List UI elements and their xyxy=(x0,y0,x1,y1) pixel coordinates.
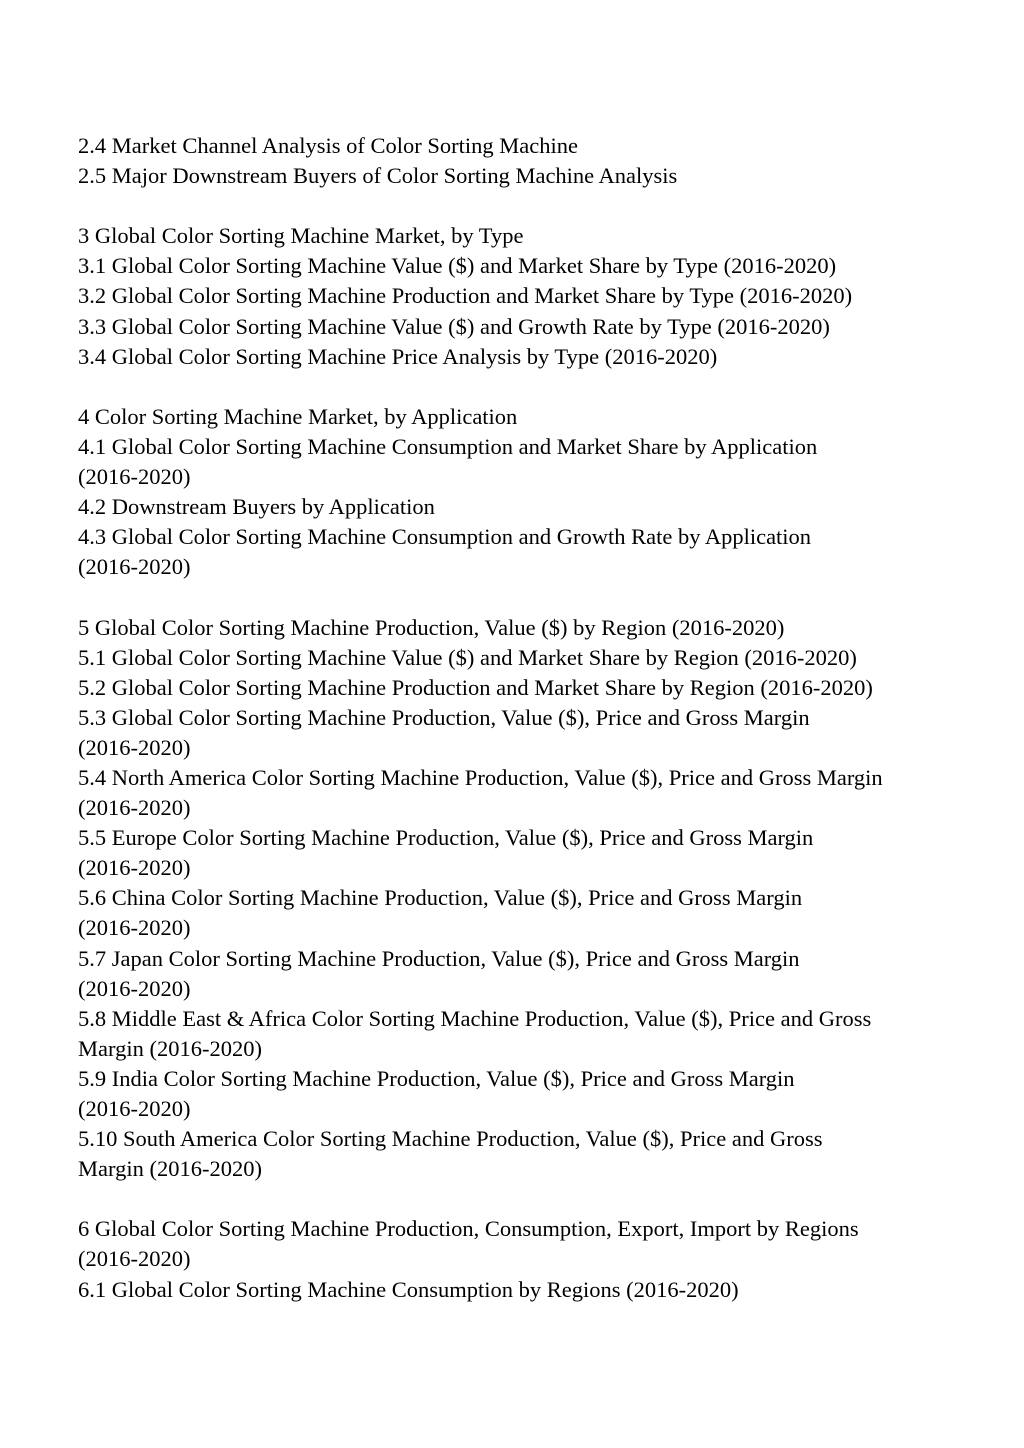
toc-entry-5-5-cont: (2016-2020) xyxy=(78,855,191,881)
toc-entry-5-2: 5.2 Global Color Sorting Machine Production and Market Share by Region (2016-2020) xyxy=(78,674,873,700)
toc-entry-3-3: 3.3 Global Color Sorting Machine Value ($) and Growth Rate by Type (2016-2020) xyxy=(78,313,830,339)
toc-entry-5-4-cont: (2016-2020) xyxy=(78,795,191,821)
section-gap xyxy=(78,582,958,612)
document-page xyxy=(78,131,958,1305)
toc-entry-5-7: 5.7 Japan Color Sorting Machine Production, Value ($), Price and Gross Margin xyxy=(78,945,800,971)
toc-entry-4-1: 4.1 Global Color Sorting Machine Consumption and Market Share by Application xyxy=(78,433,818,459)
toc-entry-5-6: 5.6 China Color Sorting Machine Production, Value ($), Price and Gross Margin xyxy=(78,885,803,911)
toc-entry-5-10: 5.10 South America Color Sorting Machine Production, Value ($), Price and Gross xyxy=(78,1126,823,1152)
toc-entry-2-4: 2.4 Market Channel Analysis of Color Sorting Machine xyxy=(78,133,578,158)
toc-heading-5: 5 Global Color Sorting Machine Production, Value ($) by Region (2016-2020) xyxy=(78,614,785,640)
toc-entry-5-9-cont: (2016-2020) xyxy=(78,1096,191,1121)
toc-entry-5-4: 5.4 North America Color Sorting Machine Production, Value ($), Price and Gross Margin xyxy=(78,764,883,790)
toc-heading-6: 6 Global Color Sorting Machine Production, Consumption, Export, Import by Regions xyxy=(78,1216,859,1242)
toc-entry-4-3: 4.3 Global Color Sorting Machine Consumption and Growth Rate by Application xyxy=(78,524,812,550)
toc-entry-6-1: 6.1 Global Color Sorting Machine Consumption by Regions (2016-2020) xyxy=(78,1276,739,1302)
section-gap xyxy=(78,1184,958,1214)
toc-heading-4: 4 Color Sorting Machine Market, by Application xyxy=(78,403,518,429)
toc-entry-5-9: 5.9 India Color Sorting Machine Production, Value ($), Price and Gross Margin xyxy=(78,1065,795,1091)
toc-entry-5-3: 5.3 Global Color Sorting Machine Production, Value ($), Price and Gross Margin xyxy=(78,704,810,730)
toc-entry-4-1-cont: (2016-2020) xyxy=(78,464,191,490)
toc-entry-5-8: 5.8 Middle East & Africa Color Sorting Machine Production, Value ($), Price and Gross xyxy=(78,1005,872,1031)
section-gap xyxy=(78,372,958,402)
section-gap xyxy=(78,191,958,221)
toc-entry-5-7-cont: (2016-2020) xyxy=(78,975,191,1001)
toc-entry-4-3-cont: (2016-2020) xyxy=(78,554,191,580)
toc-heading-6-cont: (2016-2020) xyxy=(78,1246,191,1272)
toc-entry-4-2: 4.2 Downstream Buyers by Application xyxy=(78,494,435,520)
toc-entry-5-10-cont: Margin (2016-2020) xyxy=(78,1156,262,1182)
toc-entry-2-5: 2.5 Major Downstream Buyers of Color Sorting Machine Analysis xyxy=(78,163,678,189)
toc-entry-5-8-cont: Margin (2016-2020) xyxy=(78,1035,262,1061)
toc-heading-3: 3 Global Color Sorting Machine Market, by Type xyxy=(78,223,524,249)
toc-entry-5-5: 5.5 Europe Color Sorting Machine Production, Value ($), Price and Gross Margin xyxy=(78,825,814,851)
toc-entry-5-3-cont: (2016-2020) xyxy=(78,734,191,760)
toc-entry-3-2: 3.2 Global Color Sorting Machine Production and Market Share by Type (2016-2020) xyxy=(78,283,853,309)
toc-entry-3-1: 3.1 Global Color Sorting Machine Value ($) and Market Share by Type (2016-2020) xyxy=(78,253,837,279)
toc-entry-3-4: 3.4 Global Color Sorting Machine Price Analysis by Type (2016-2020) xyxy=(78,343,718,369)
toc-entry-5-1: 5.1 Global Color Sorting Machine Value ($) and Market Share by Region (2016-2020) xyxy=(78,644,857,670)
toc-entry-5-6-cont: (2016-2020) xyxy=(78,915,191,941)
